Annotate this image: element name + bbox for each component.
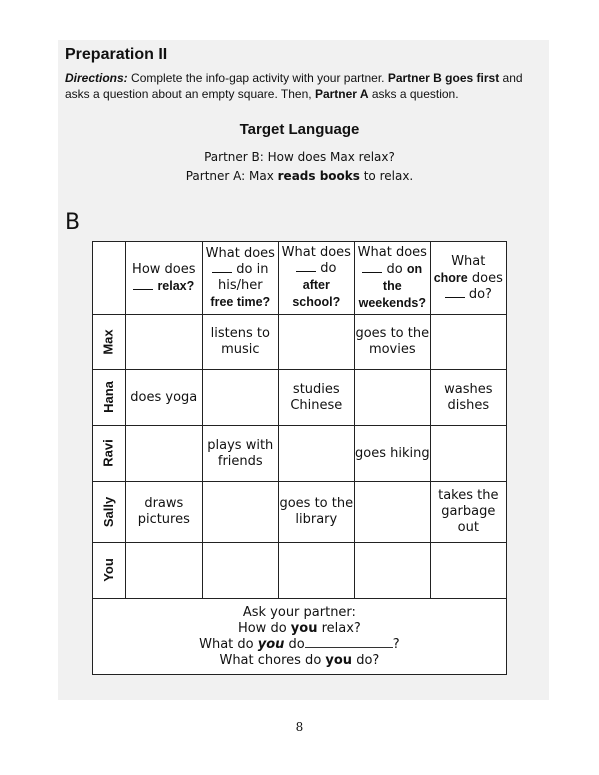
table-cell [354, 370, 430, 426]
row-name-cell [93, 370, 126, 426]
header-weekends-line1: What does [357, 244, 427, 260]
header-chore-line2: does [471, 270, 503, 286]
table-cell [202, 482, 278, 543]
ask-line-3-bold: you [257, 636, 285, 652]
header-free-time-line1: What does [205, 245, 275, 261]
ask-line-3 [199, 637, 400, 652]
row-name: Sally [100, 496, 116, 527]
partner-letter: B [65, 210, 81, 235]
table-cell: plays with friends [202, 426, 278, 482]
header-weekends-line2: do [386, 261, 403, 277]
row-name-cell [93, 426, 126, 482]
table-cell [125, 543, 202, 599]
tl-line2-post: to relax. [359, 169, 414, 183]
header-after-school-bold-2: school? [292, 295, 341, 309]
tl-line2-bold: reads books [277, 169, 360, 183]
header-weekends-bold-3: weekends? [358, 295, 426, 310]
row-name: Max [100, 328, 116, 355]
table-cell [202, 370, 278, 426]
blank-line [133, 281, 153, 290]
table-row [93, 315, 507, 370]
target-language-line-2 [0, 169, 599, 183]
ask-line-3-mid: do [284, 636, 305, 652]
ask-line-4 [219, 653, 379, 668]
directions-part-2: and asks a question about an empty square. Then, [65, 71, 523, 101]
header-relax-line1: How does [132, 261, 196, 277]
target-language-title: Target Language [239, 121, 360, 138]
table-cell [430, 426, 506, 482]
table-cell: does yoga [125, 370, 202, 426]
header-weekends-bold-1: on [406, 261, 423, 276]
table-cell [430, 315, 506, 370]
table-cell [278, 543, 354, 599]
table-cell [354, 543, 430, 599]
header-free-time-line2: do in [236, 261, 269, 277]
header-after-school [278, 242, 354, 315]
blank-line [445, 289, 465, 298]
row-name: Ravi [100, 439, 116, 467]
header-after-school-line1: What does [281, 245, 351, 260]
ask-line-3-pre: What do [199, 636, 258, 652]
directions-bold-1: Partner B goes first [387, 71, 500, 85]
table-cell [202, 543, 278, 599]
table-cell [125, 315, 202, 370]
header-free-time-line3: his/her [218, 277, 263, 293]
ask-line-4-pre: What chores do [219, 652, 326, 668]
header-chore [430, 242, 506, 315]
header-relax [125, 242, 202, 315]
info-gap-table [92, 241, 507, 675]
ask-line-4-bold: you [325, 652, 353, 668]
ask-line-2-post: relax? [317, 620, 361, 636]
ask-line-2-bold: you [290, 620, 318, 636]
table-cell: goes to the library [278, 482, 354, 543]
answer-blank-line [305, 639, 393, 648]
header-relax-bold: relax? [157, 278, 195, 293]
header-weekends-bold-2: the [382, 278, 402, 293]
directions-part-1: Complete the info-gap activity with your partner. [127, 71, 388, 85]
table-cell: draws pictures [125, 482, 202, 543]
table-cell [125, 426, 202, 482]
header-after-school-line2: do [320, 261, 337, 276]
table-cell: studies Chinese [278, 370, 354, 426]
table-cell: goes hiking [354, 426, 430, 482]
row-name-cell [93, 543, 126, 599]
tl-line2-pre: Partner A: Max [185, 169, 278, 183]
table-cell [278, 315, 354, 370]
row-name: Hana [100, 381, 116, 413]
page-number: 8 [295, 720, 304, 734]
table-cell [430, 543, 506, 599]
header-free-time [202, 242, 278, 315]
row-name-cell [93, 315, 126, 370]
directions-bold-2: Partner A [314, 87, 369, 101]
header-row [93, 242, 507, 315]
blank-line [296, 263, 316, 272]
table-row [93, 482, 507, 543]
table-cell: goes to the movies [354, 315, 430, 370]
table-row [93, 543, 507, 599]
header-free-time-bold: free time? [210, 294, 271, 309]
header-chore-line1: What [451, 253, 486, 269]
directions-label: Directions: [65, 71, 128, 85]
ask-line-2-pre: How do [237, 620, 291, 636]
blank-line [362, 264, 382, 273]
header-weekends [354, 242, 430, 315]
ask-your-partner-box [93, 599, 507, 675]
section-title: Preparation II [65, 46, 168, 63]
header-chore-line3: do? [468, 286, 492, 302]
target-language-line-1: Partner B: How does Max relax? [204, 150, 395, 164]
ask-row [93, 599, 507, 675]
directions-part-3: asks a question. [368, 87, 459, 101]
row-name-cell [93, 482, 126, 543]
ask-line-2 [238, 621, 361, 636]
header-chore-bold: chore [433, 270, 468, 285]
header-after-school-bold-1: after [302, 278, 330, 292]
table-cell [278, 426, 354, 482]
directions-text [65, 70, 545, 102]
row-name: You [100, 558, 116, 582]
blank-line [212, 264, 232, 273]
ask-line-4-post: do? [352, 652, 380, 668]
ask-line-3-end: ? [392, 636, 400, 652]
table-cell: listens to music [202, 315, 278, 370]
table-cell: washes dishes [430, 370, 506, 426]
ask-line-1: Ask your partner: [242, 604, 356, 620]
table-cell [354, 482, 430, 543]
table-row [93, 370, 507, 426]
table-row [93, 426, 507, 482]
corner-cell [93, 242, 126, 315]
table-cell: takes the garbage out [430, 482, 506, 543]
